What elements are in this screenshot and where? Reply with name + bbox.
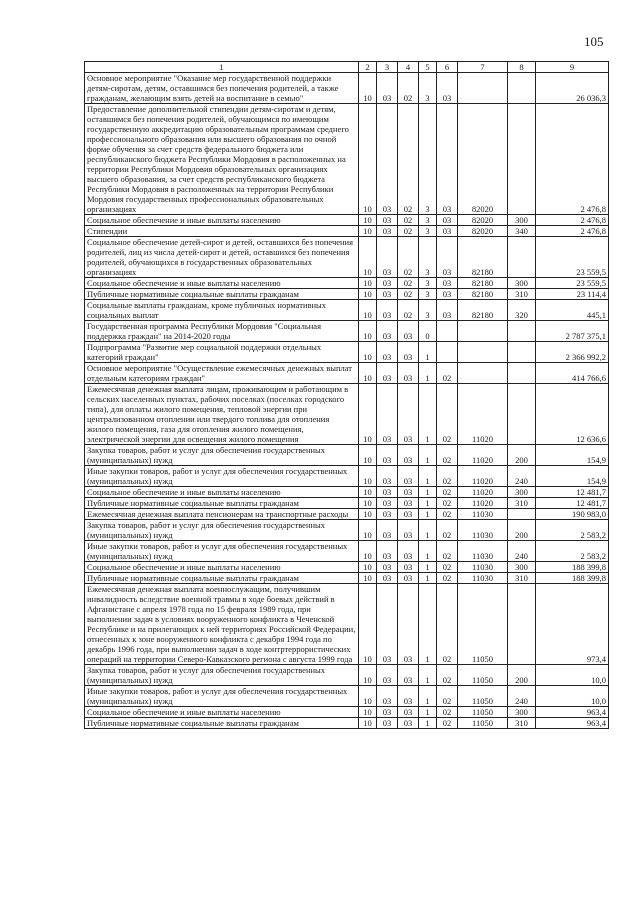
- expense-type-cell: 200: [508, 445, 536, 466]
- table-row: [85, 466, 609, 487]
- row-name-cell: Закупка товаров, работ и услуг для обеспечения государственных (муниципальных) нужд: [85, 445, 359, 466]
- row-name-cell: Публичные нормативные социальные выплаты гражданам: [85, 718, 359, 729]
- column-header: 6: [437, 62, 458, 73]
- subprogram-code-cell: 3: [419, 226, 437, 237]
- program-code-cell: 02: [398, 289, 419, 300]
- section-code-cell: 10: [359, 718, 377, 729]
- row-name-cell: Социальное обеспечение и иные выплаты населению: [85, 215, 359, 226]
- subsection-code-cell: 03: [377, 498, 398, 509]
- measure-code-cell: 02: [437, 707, 458, 718]
- row-name-cell: Социальное обеспечение и иные выплаты населению: [85, 562, 359, 573]
- target-code-cell: 11020: [458, 487, 508, 498]
- table-header: [85, 62, 609, 73]
- target-code-cell: 11030: [458, 541, 508, 562]
- section-code-cell: 10: [359, 487, 377, 498]
- subprogram-code-cell: 1: [419, 562, 437, 573]
- subprogram-code-cell: 1: [419, 342, 437, 363]
- expense-type-cell: [508, 363, 536, 384]
- program-code-cell: 02: [398, 73, 419, 104]
- measure-code-cell: 02: [437, 466, 458, 487]
- amount-cell: 2 787 375,1: [536, 321, 609, 342]
- subprogram-code-cell: 1: [419, 384, 437, 445]
- amount-cell: 973,4: [536, 584, 609, 665]
- program-code-cell: 03: [398, 520, 419, 541]
- measure-code-cell: 03: [437, 215, 458, 226]
- page-number: 105: [584, 34, 604, 49]
- measure-code-cell: 02: [437, 541, 458, 562]
- row-name-cell: Социальные выплаты гражданам, кроме публичных нормативных социальных выплат: [85, 300, 359, 321]
- measure-code-cell: 03: [437, 104, 458, 215]
- table-row: [85, 342, 609, 363]
- target-code-cell: 11050: [458, 665, 508, 686]
- section-code-cell: 10: [359, 445, 377, 466]
- subsection-code-cell: 03: [377, 686, 398, 707]
- amount-cell: 23 559,5: [536, 278, 609, 289]
- subsection-code-cell: 03: [377, 226, 398, 237]
- target-code-cell: 82020: [458, 215, 508, 226]
- measure-code-cell: 02: [437, 445, 458, 466]
- subsection-code-cell: 03: [377, 73, 398, 104]
- row-name-cell: Ежемесячная денежная выплата пенсионерам на транспортные расходы: [85, 509, 359, 520]
- target-code-cell: 11020: [458, 498, 508, 509]
- section-code-cell: 10: [359, 73, 377, 104]
- expense-type-cell: 300: [508, 487, 536, 498]
- table-row: [85, 289, 609, 300]
- target-code-cell: 11050: [458, 718, 508, 729]
- measure-code-cell: 02: [437, 520, 458, 541]
- subsection-code-cell: 03: [377, 487, 398, 498]
- table-row: [85, 718, 609, 729]
- amount-cell: 23 114,4: [536, 289, 609, 300]
- row-name-cell: Иные закупки товаров, работ и услуг для обеспечения государственных (муниципальных) нужд: [85, 686, 359, 707]
- subsection-code-cell: 03: [377, 363, 398, 384]
- section-code-cell: 10: [359, 278, 377, 289]
- subprogram-code-cell: 1: [419, 509, 437, 520]
- subprogram-code-cell: 3: [419, 237, 437, 278]
- expense-type-cell: 240: [508, 686, 536, 707]
- expense-type-cell: [508, 384, 536, 445]
- expense-type-cell: [508, 237, 536, 278]
- measure-code-cell: 03: [437, 226, 458, 237]
- section-code-cell: 10: [359, 584, 377, 665]
- table-row: [85, 384, 609, 445]
- subsection-code-cell: 03: [377, 289, 398, 300]
- measure-code-cell: 03: [437, 289, 458, 300]
- target-code-cell: 11050: [458, 584, 508, 665]
- row-name-cell: Публичные нормативные социальные выплаты гражданам: [85, 573, 359, 584]
- subprogram-code-cell: 1: [419, 466, 437, 487]
- measure-code-cell: 02: [437, 384, 458, 445]
- expense-type-cell: 200: [508, 665, 536, 686]
- target-code-cell: 11030: [458, 562, 508, 573]
- column-header: 2: [359, 62, 377, 73]
- measure-code-cell: 03: [437, 278, 458, 289]
- expense-type-cell: [508, 509, 536, 520]
- section-code-cell: 10: [359, 573, 377, 584]
- program-code-cell: 03: [398, 509, 419, 520]
- subsection-code-cell: 03: [377, 584, 398, 665]
- table-row: [85, 573, 609, 584]
- section-code-cell: 10: [359, 226, 377, 237]
- subprogram-code-cell: 1: [419, 445, 437, 466]
- subsection-code-cell: 03: [377, 445, 398, 466]
- target-code-cell: 11020: [458, 384, 508, 445]
- expense-type-cell: [508, 342, 536, 363]
- table-row: [85, 707, 609, 718]
- subprogram-code-cell: 1: [419, 686, 437, 707]
- table-row: [85, 104, 609, 215]
- table-body: [85, 73, 609, 729]
- program-code-cell: 02: [398, 226, 419, 237]
- expense-type-cell: 240: [508, 541, 536, 562]
- amount-cell: 188 399,8: [536, 573, 609, 584]
- amount-cell: 10,0: [536, 665, 609, 686]
- subprogram-code-cell: 1: [419, 718, 437, 729]
- target-code-cell: 82180: [458, 300, 508, 321]
- target-code-cell: 11020: [458, 466, 508, 487]
- section-code-cell: 10: [359, 342, 377, 363]
- column-header: 1: [85, 62, 359, 73]
- subprogram-code-cell: 1: [419, 520, 437, 541]
- amount-cell: 12 636,6: [536, 384, 609, 445]
- expense-type-cell: 310: [508, 498, 536, 509]
- expense-type-cell: 310: [508, 573, 536, 584]
- target-code-cell: 82180: [458, 278, 508, 289]
- target-code-cell: 82180: [458, 289, 508, 300]
- measure-code-cell: 02: [437, 665, 458, 686]
- subsection-code-cell: 03: [377, 541, 398, 562]
- row-name-cell: Ежемесячная денежная выплата военнослужащим, получившим инвалидность вследствие военной травмы в ходе боевых действий в Афганистане с апреля 1978 года по 15 февраля 1989 года, при выполнении задач в условиях вооруженного конфликта в Чеченской Республике и на прилегающих к ней территориях Российской Федерации, отнесенных к зоне вооруженного конфликта с декабря 1994 года по декабрь 1996 года, при выполнении задач в ходе контртеррористических операций на территории Северо-Кавказского региона с августа 1999 года: [85, 584, 359, 665]
- table-row: [85, 215, 609, 226]
- section-code-cell: 10: [359, 289, 377, 300]
- amount-cell: 2 476,8: [536, 104, 609, 215]
- expense-type-cell: 300: [508, 215, 536, 226]
- table-row: [85, 278, 609, 289]
- row-name-cell: Основное мероприятие "Оказание мер государственной поддержки детям-сиротам, детям, оставшимся без попечения родителей, а также гражданам, желающим взять детей на воспитание в семью": [85, 73, 359, 104]
- program-code-cell: 03: [398, 445, 419, 466]
- subprogram-code-cell: 1: [419, 487, 437, 498]
- program-code-cell: 03: [398, 363, 419, 384]
- program-code-cell: 02: [398, 278, 419, 289]
- subsection-code-cell: 03: [377, 707, 398, 718]
- subsection-code-cell: 03: [377, 718, 398, 729]
- program-code-cell: 02: [398, 237, 419, 278]
- amount-cell: 2 476,8: [536, 215, 609, 226]
- amount-cell: 2 583,2: [536, 520, 609, 541]
- expense-type-cell: 200: [508, 520, 536, 541]
- section-code-cell: 10: [359, 498, 377, 509]
- section-code-cell: 10: [359, 562, 377, 573]
- section-code-cell: 10: [359, 300, 377, 321]
- table-row: [85, 445, 609, 466]
- amount-cell: 963,4: [536, 707, 609, 718]
- amount-cell: 188 399,8: [536, 562, 609, 573]
- section-code-cell: 10: [359, 541, 377, 562]
- amount-cell: 2 476,8: [536, 226, 609, 237]
- row-name-cell: Иные закупки товаров, работ и услуг для обеспечения государственных (муниципальных) нужд: [85, 541, 359, 562]
- section-code-cell: 10: [359, 104, 377, 215]
- measure-code-cell: 02: [437, 573, 458, 584]
- subprogram-code-cell: 3: [419, 300, 437, 321]
- target-code-cell: 82020: [458, 226, 508, 237]
- expense-type-cell: 300: [508, 278, 536, 289]
- section-code-cell: 10: [359, 466, 377, 487]
- subsection-code-cell: 03: [377, 300, 398, 321]
- program-code-cell: 03: [398, 384, 419, 445]
- measure-code-cell: 03: [437, 73, 458, 104]
- column-header: 3: [377, 62, 398, 73]
- measure-code-cell: 02: [437, 718, 458, 729]
- section-code-cell: 10: [359, 215, 377, 226]
- column-header: 5: [419, 62, 437, 73]
- subprogram-code-cell: 1: [419, 707, 437, 718]
- subsection-code-cell: 03: [377, 562, 398, 573]
- subsection-code-cell: 03: [377, 104, 398, 215]
- program-code-cell: 03: [398, 562, 419, 573]
- table-row: [85, 498, 609, 509]
- target-code-cell: [458, 342, 508, 363]
- subprogram-code-cell: 3: [419, 289, 437, 300]
- expense-type-cell: 310: [508, 718, 536, 729]
- section-code-cell: 10: [359, 665, 377, 686]
- column-header: 8: [508, 62, 536, 73]
- expense-type-cell: 310: [508, 289, 536, 300]
- table-row: [85, 665, 609, 686]
- expense-type-cell: [508, 584, 536, 665]
- measure-code-cell: 02: [437, 562, 458, 573]
- table-row: [85, 686, 609, 707]
- measure-code-cell: 03: [437, 237, 458, 278]
- row-name-cell: Социальное обеспечение и иные выплаты населению: [85, 278, 359, 289]
- program-code-cell: 03: [398, 707, 419, 718]
- program-code-cell: 03: [398, 342, 419, 363]
- program-code-cell: 02: [398, 104, 419, 215]
- subsection-code-cell: 03: [377, 237, 398, 278]
- amount-cell: 445,1: [536, 300, 609, 321]
- measure-code-cell: 02: [437, 487, 458, 498]
- program-code-cell: 03: [398, 665, 419, 686]
- program-code-cell: 02: [398, 300, 419, 321]
- table-row: [85, 363, 609, 384]
- subprogram-code-cell: 1: [419, 665, 437, 686]
- subsection-code-cell: 03: [377, 342, 398, 363]
- row-name-cell: Государственная программа Республики Мордовия "Социальная поддержка граждан" на 2014-2020 годы: [85, 321, 359, 342]
- measure-code-cell: 02: [437, 498, 458, 509]
- table-row: [85, 520, 609, 541]
- target-code-cell: 11030: [458, 509, 508, 520]
- amount-cell: 2 583,2: [536, 541, 609, 562]
- amount-cell: 190 983,0: [536, 509, 609, 520]
- target-code-cell: 11030: [458, 520, 508, 541]
- section-code-cell: 10: [359, 363, 377, 384]
- expense-type-cell: 320: [508, 300, 536, 321]
- column-header: 4: [398, 62, 419, 73]
- table-row: [85, 541, 609, 562]
- row-name-cell: Стипендии: [85, 226, 359, 237]
- amount-cell: 2 366 992,2: [536, 342, 609, 363]
- target-code-cell: 11050: [458, 707, 508, 718]
- row-name-cell: Закупка товаров, работ и услуг для обеспечения государственных (муниципальных) нужд: [85, 520, 359, 541]
- expense-type-cell: [508, 321, 536, 342]
- table-row: [85, 487, 609, 498]
- subprogram-code-cell: 1: [419, 584, 437, 665]
- amount-cell: 23 559,5: [536, 237, 609, 278]
- program-code-cell: 03: [398, 466, 419, 487]
- amount-cell: 12 481,7: [536, 487, 609, 498]
- expense-type-cell: 340: [508, 226, 536, 237]
- column-header: 7: [458, 62, 508, 73]
- program-code-cell: 03: [398, 686, 419, 707]
- measure-code-cell: 02: [437, 584, 458, 665]
- table-row: [85, 584, 609, 665]
- program-code-cell: 03: [398, 487, 419, 498]
- subsection-code-cell: 03: [377, 321, 398, 342]
- program-code-cell: 03: [398, 321, 419, 342]
- target-code-cell: 11020: [458, 445, 508, 466]
- subprogram-code-cell: 3: [419, 104, 437, 215]
- amount-cell: 414 766,6: [536, 363, 609, 384]
- amount-cell: 12 481,7: [536, 498, 609, 509]
- section-code-cell: 10: [359, 707, 377, 718]
- subsection-code-cell: 03: [377, 520, 398, 541]
- measure-code-cell: [437, 321, 458, 342]
- header-row: [85, 62, 609, 73]
- table-row: [85, 300, 609, 321]
- row-name-cell: Публичные нормативные социальные выплаты гражданам: [85, 289, 359, 300]
- row-name-cell: Социальное обеспечение и иные выплаты населению: [85, 707, 359, 718]
- table-row: [85, 321, 609, 342]
- subsection-code-cell: 03: [377, 384, 398, 445]
- section-code-cell: 10: [359, 321, 377, 342]
- subsection-code-cell: 03: [377, 215, 398, 226]
- target-code-cell: [458, 73, 508, 104]
- program-code-cell: 03: [398, 584, 419, 665]
- section-code-cell: 10: [359, 686, 377, 707]
- measure-code-cell: 02: [437, 509, 458, 520]
- target-code-cell: 11030: [458, 573, 508, 584]
- amount-cell: 154,9: [536, 466, 609, 487]
- row-name-cell: Основное мероприятие "Осуществление ежемесячных денежных выплат отдельным категориям граждан": [85, 363, 359, 384]
- expense-type-cell: 300: [508, 707, 536, 718]
- target-code-cell: 82020: [458, 104, 508, 215]
- target-code-cell: [458, 363, 508, 384]
- program-code-cell: 03: [398, 573, 419, 584]
- program-code-cell: 03: [398, 541, 419, 562]
- subsection-code-cell: 03: [377, 466, 398, 487]
- program-code-cell: 02: [398, 215, 419, 226]
- subprogram-code-cell: 1: [419, 541, 437, 562]
- row-name-cell: Ежемесячная денежная выплата лицам, проживающим и работающим в сельских населенных пунктах, рабочих поселках (поселках городского типа), для оплаты жилого помещения, тепловой энергии при централизованном отоплении или твердого топлива для отопления жилого помещения, газа для отопления жилого помещения, электрической энергии для освещения жилого помещения: [85, 384, 359, 445]
- subprogram-code-cell: 3: [419, 278, 437, 289]
- amount-cell: 26 036,3: [536, 73, 609, 104]
- table-row: [85, 73, 609, 104]
- table-row: [85, 509, 609, 520]
- subprogram-code-cell: 0: [419, 321, 437, 342]
- budget-table: [84, 61, 609, 729]
- section-code-cell: 10: [359, 520, 377, 541]
- program-code-cell: 03: [398, 498, 419, 509]
- subsection-code-cell: 03: [377, 509, 398, 520]
- subsection-code-cell: 03: [377, 573, 398, 584]
- row-name-cell: Предоставление дополнительной стипендии детям-сиротам и детям, оставшимся без попечения родителей, обучающимся по имеющим государственную аккредитацию образовательным программам среднего профессионального образования или высшего образования по очной форме обучения за счет средств федерального бюджета или республиканского бюджета Республики Мордовия в расположенных на территории Республики Мордовия образовательных организациях высшего образования, за счет средств республиканского бюджета Республики Мордовия в расположенных на территории Республики Мордовия государственных профессиональных образовательных организациях: [85, 104, 359, 215]
- measure-code-cell: 02: [437, 686, 458, 707]
- target-code-cell: [458, 321, 508, 342]
- table-row: [85, 226, 609, 237]
- section-code-cell: 10: [359, 384, 377, 445]
- target-code-cell: 82180: [458, 237, 508, 278]
- row-name-cell: Социальное обеспечение и иные выплаты населению: [85, 487, 359, 498]
- expense-type-cell: [508, 73, 536, 104]
- row-name-cell: Закупка товаров, работ и услуг для обеспечения государственных (муниципальных) нужд: [85, 665, 359, 686]
- expense-type-cell: 240: [508, 466, 536, 487]
- column-header: 9: [536, 62, 609, 73]
- section-code-cell: 10: [359, 237, 377, 278]
- table-row: [85, 237, 609, 278]
- subprogram-code-cell: 1: [419, 498, 437, 509]
- amount-cell: 154,9: [536, 445, 609, 466]
- subprogram-code-cell: 3: [419, 215, 437, 226]
- row-name-cell: Публичные нормативные социальные выплаты гражданам: [85, 498, 359, 509]
- subprogram-code-cell: 3: [419, 73, 437, 104]
- target-code-cell: 11050: [458, 686, 508, 707]
- section-code-cell: 10: [359, 509, 377, 520]
- table-row: [85, 562, 609, 573]
- subsection-code-cell: 03: [377, 665, 398, 686]
- expense-type-cell: 300: [508, 562, 536, 573]
- program-code-cell: 03: [398, 718, 419, 729]
- amount-cell: 10,0: [536, 686, 609, 707]
- row-name-cell: Социальное обеспечение детей-сирот и детей, оставшихся без попечения родителей, лиц из числа детей-сирот и детей, оставшихся без попечения родителей, обучающихся в государственных образовательных организациях: [85, 237, 359, 278]
- measure-code-cell: [437, 342, 458, 363]
- expense-type-cell: [508, 104, 536, 215]
- row-name-cell: Подпрограмма "Развитие мер социальной поддержки отдельных категорий граждан": [85, 342, 359, 363]
- measure-code-cell: 03: [437, 300, 458, 321]
- row-name-cell: Иные закупки товаров, работ и услуг для обеспечения государственных (муниципальных) нужд: [85, 466, 359, 487]
- subsection-code-cell: 03: [377, 278, 398, 289]
- subprogram-code-cell: 1: [419, 573, 437, 584]
- amount-cell: 963,4: [536, 718, 609, 729]
- measure-code-cell: 02: [437, 363, 458, 384]
- subprogram-code-cell: 1: [419, 363, 437, 384]
